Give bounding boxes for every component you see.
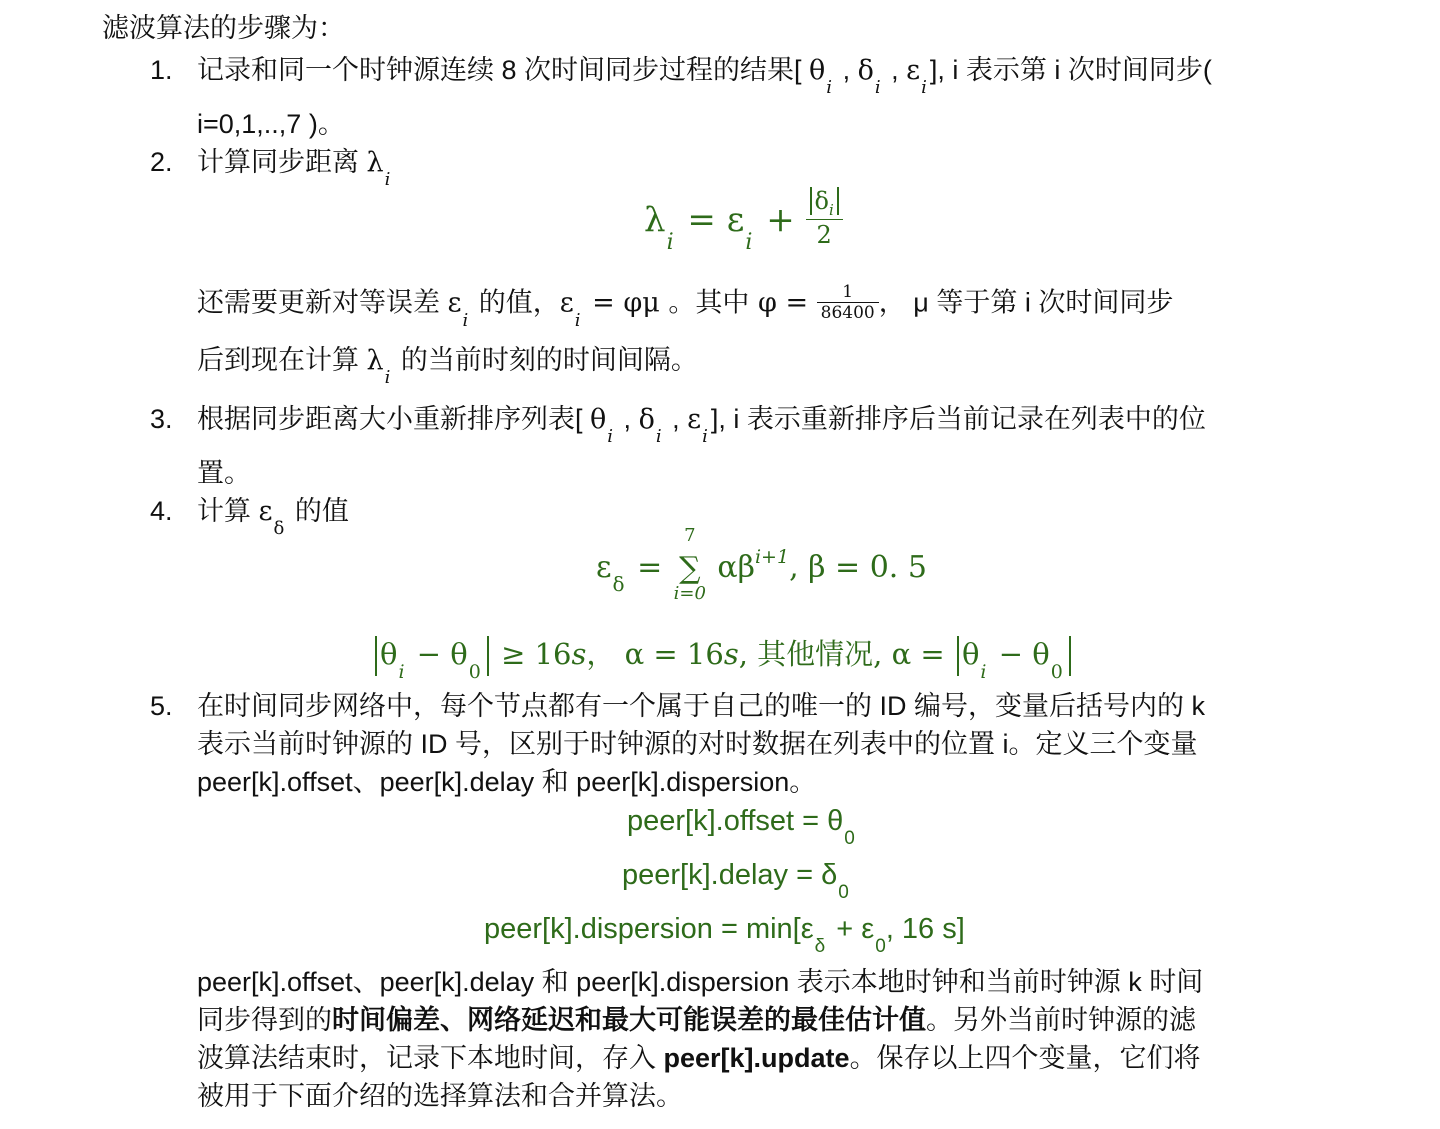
step-5-line-3: peer[k].offset、peer[k].delay 和 peer[k].dispersion。 bbox=[197, 767, 817, 797]
step-2-line-1: 计算同步距离 $\lambda_i$ bbox=[197, 147, 391, 190]
section-heading: 滤波算法的步骤为： bbox=[102, 13, 345, 43]
step-5-paragraph-line-2: 同步得到的时间偏差、网络延迟和最大可能误差的最佳估计值。另外当前时钟源的滤 bbox=[197, 1005, 1196, 1035]
formula-peer-offset: peer[k].offset = $\theta_0$ bbox=[627, 805, 855, 849]
fraction: $\frac{\delta_i}{2}$ bbox=[806, 186, 843, 250]
step-5-line-2: 表示当前时钟源的 ID 号，区别于时钟源的对时数据在列表中的位置 i。定义三个变量 bbox=[197, 729, 1198, 759]
step-1-line-1: 记录和同一个时钟源连续 8 次时间同步过程的结果[ $\theta_i$ , $\delta_i$ , $\varepsilon_i$], i 表示第 i 次时间同步( bbox=[197, 55, 1212, 98]
formula-epsilon-delta: $\varepsilon_\delta$ = 7 ∑ i=0 $\alpha\beta^{i+1}$, β = 0. 5 bbox=[596, 525, 927, 604]
step-4-number: 4. bbox=[150, 496, 173, 526]
step-2-paragraph-line-2: 后到现在计算 $\lambda_i$ 的当前时刻的时间间隔。 bbox=[197, 345, 698, 388]
step-5-number: 5. bbox=[150, 691, 173, 721]
summation-symbol: 7 ∑ i=0 bbox=[673, 525, 706, 604]
epsilon-symbol: ε bbox=[906, 55, 921, 86]
step-5-paragraph-line-3: 波算法结束时，记录下本地时间，存入 peer[k].update。保存以上四个变量，它们将 bbox=[197, 1043, 1201, 1073]
formula-sync-distance: $\lambda_i = \varepsilon_i$ + $\frac{\delta_i}{2}$ bbox=[644, 190, 843, 254]
delta-symbol: δ bbox=[857, 55, 874, 86]
step-5-line-1: 在时间同步网络中，每个节点都有一个属于自己的唯一的 ID 编号，变量后括号内的 k bbox=[197, 691, 1206, 721]
theta-symbol: θ bbox=[809, 55, 826, 86]
step-4-line-1: 计算 $\varepsilon_\delta$ 的值 bbox=[197, 496, 349, 539]
step-3-number: 3. bbox=[150, 404, 173, 434]
formula-peer-dispersion: peer[k].dispersion = $\min[\varepsilon_\delta + \varepsilon_0$, 16 s] bbox=[484, 913, 965, 957]
step-2-paragraph-line-1: 还需要更新对等误差 $\varepsilon_i$ 的值，$\varepsilon_i = \varphi\mu$ 。其中 φ = $\frac{1}{86400}$ ， μ 等于第 i 次时间同步 bbox=[197, 282, 1174, 331]
phi-fraction: $\frac{1}{86400}$ bbox=[817, 282, 879, 323]
step-2-number: 2. bbox=[150, 147, 173, 177]
step-1-number: 1. bbox=[150, 55, 173, 85]
formula-peer-delay: peer[k].delay = $\delta_0$ bbox=[622, 859, 849, 903]
step-3-line-1: 根据同步距离大小重新排序列表[ $\theta_i$ , $\delta_i$ , $\varepsilon_i$], i 表示重新排序后当前记录在列表中的位 bbox=[197, 404, 1206, 447]
step-5-paragraph-line-1: peer[k].offset、peer[k].delay 和 peer[k].dispersion 表示本地时钟和当前时钟源 k 时间 bbox=[197, 967, 1204, 997]
step-3-line-2: 置。 bbox=[197, 458, 251, 488]
bold-peer-update: peer[k].update bbox=[663, 1043, 850, 1073]
formula-alpha-condition: $\theta_i - \theta_0 \ge 16s$， α = 16s, 其他情况, $\alpha = \theta_i - \theta_0$ bbox=[372, 634, 1074, 678]
step-1-line-2: i=0,1,..,7 )。 bbox=[197, 109, 345, 139]
step-5-paragraph-line-4: 被用于下面介绍的选择算法和合并算法。 bbox=[197, 1081, 683, 1111]
bold-emphasis: 时间偏差、网络延迟和最大可能误差的最佳估计值 bbox=[332, 1005, 926, 1035]
